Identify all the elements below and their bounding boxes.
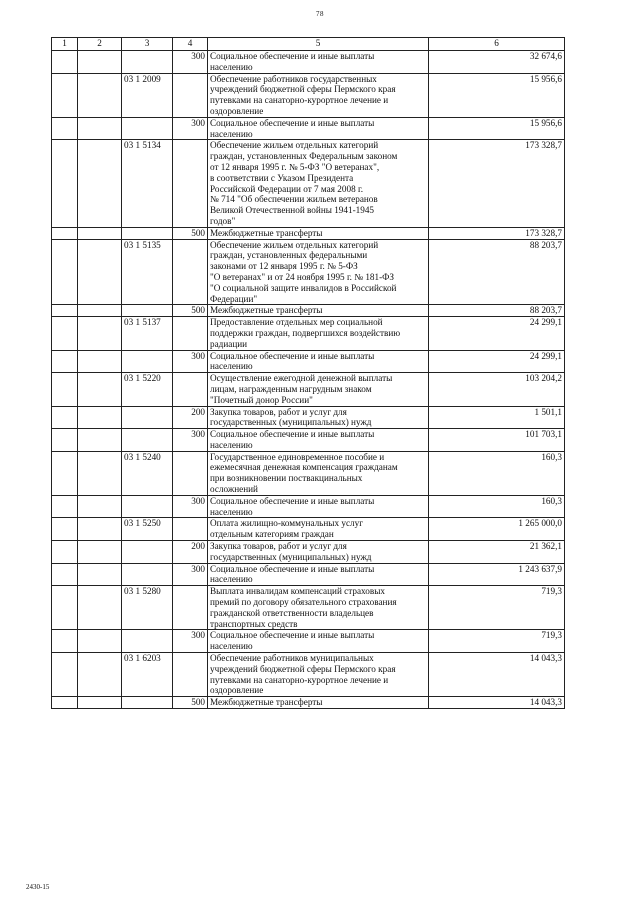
cell-description: Межбюджетные трансферты [208,227,429,239]
cell-description: Обеспечение работников муниципальных учреждений бюджетной сферы Пермского края путевками на санаторно-курортное лечение и оздоровление [208,653,429,697]
cell-description: Межбюджетные трансферты [208,697,429,709]
cell-description: Межбюджетные трансферты [208,305,429,317]
table-row [52,630,565,653]
cell-subsection [78,563,122,586]
cell-amount: 24 299,1 [429,350,565,373]
cell-subsection [78,429,122,452]
cell-description: Социальное обеспечение и иные выплаты населению [208,429,429,452]
table-row [52,451,565,495]
cell-section [52,518,78,541]
cell-target-article [122,227,173,239]
cell-section [52,541,78,564]
table-row [52,495,565,518]
cell-amount: 15 956,6 [429,117,565,140]
table-row [52,541,565,564]
cell-subsection [78,305,122,317]
cell-expense-type: 300 [173,563,208,586]
cell-expense-type [173,140,208,227]
cell-subsection [78,697,122,709]
cell-target-article: 03 1 5137 [122,317,173,350]
cell-amount: 24 299,1 [429,317,565,350]
cell-expense-type: 300 [173,51,208,74]
table-row [52,406,565,429]
cell-expense-type: 200 [173,541,208,564]
cell-target-article [122,51,173,74]
cell-target-article [122,117,173,140]
cell-expense-type: 300 [173,429,208,452]
cell-section [52,563,78,586]
cell-section [52,495,78,518]
cell-amount: 88 203,7 [429,305,565,317]
cell-section [52,406,78,429]
cell-subsection [78,373,122,406]
cell-subsection [78,73,122,117]
cell-amount: 88 203,7 [429,239,565,305]
cell-section [52,117,78,140]
cell-target-article: 03 1 5280 [122,586,173,630]
cell-amount: 103 204,2 [429,373,565,406]
cell-subsection [78,317,122,350]
cell-subsection [78,541,122,564]
cell-expense-type [173,373,208,406]
cell-amount: 719,3 [429,630,565,653]
table-row [52,373,565,406]
cell-description: Социальное обеспечение и иные выплаты населению [208,51,429,74]
cell-subsection [78,630,122,653]
cell-subsection [78,518,122,541]
cell-description: Обеспечение жильем отдельных категорий граждан, установленных Федеральным законом от 12 января 1995 г. № 5-ФЗ "О ветеранах", в соответствии с Указом Президента Российской Федерации от 7 мая 2008 г. № 714 "Об обеспечении жильем ветеранов Великой Отечественной войны 1941-1945 годов" [208,140,429,227]
cell-target-article [122,495,173,518]
table-row [52,586,565,630]
cell-description: Осуществление ежегодной денежной выплаты лицам, награжденным нагрудным знаком "Почетный донор России" [208,373,429,406]
column-header: 1 [52,38,78,51]
table-row [52,653,565,697]
table-header-row [52,38,565,51]
cell-expense-type: 300 [173,350,208,373]
cell-subsection [78,653,122,697]
cell-target-article [122,630,173,653]
table-row [52,51,565,74]
table-row [52,140,565,227]
document-code: 2430-15 [26,883,50,891]
cell-expense-type: 200 [173,406,208,429]
cell-expense-type [173,239,208,305]
cell-target-article [122,541,173,564]
cell-section [52,630,78,653]
cell-description: Государственное единовременное пособие и ежемесячная денежная компенсация гражданам при возникновении поствакцинальных осложнений [208,451,429,495]
cell-expense-type: 300 [173,117,208,140]
table-body [52,51,565,709]
cell-subsection [78,406,122,429]
cell-subsection [78,451,122,495]
cell-amount: 173 328,7 [429,140,565,227]
cell-amount: 101 703,1 [429,429,565,452]
cell-description: Обеспечение работников государственных учреждений бюджетной сферы Пермского края путевками на санаторно-курортное лечение и оздоровление [208,73,429,117]
cell-target-article: 03 1 5135 [122,239,173,305]
cell-target-article [122,429,173,452]
cell-description: Социальное обеспечение и иные выплаты населению [208,117,429,140]
cell-amount: 14 043,3 [429,653,565,697]
cell-target-article: 03 1 5220 [122,373,173,406]
table-row [52,73,565,117]
table-row [52,518,565,541]
cell-description: Социальное обеспечение и иные выплаты населению [208,495,429,518]
cell-target-article: 03 1 2009 [122,73,173,117]
cell-target-article: 03 1 6203 [122,653,173,697]
cell-expense-type: 500 [173,697,208,709]
column-header: 2 [78,38,122,51]
cell-amount: 160,3 [429,451,565,495]
cell-expense-type [173,653,208,697]
cell-target-article: 03 1 5134 [122,140,173,227]
cell-amount: 1 243 637,9 [429,563,565,586]
cell-description: Обеспечение жильем отдельных категорий граждан, установленных федеральными законами от 12 января 1995 г. № 5-ФЗ "О ветеранах" и от 24 ноября 1995 г. № 181-ФЗ "О социальной защите инвалидов в Российской Федерации" [208,239,429,305]
cell-target-article [122,697,173,709]
cell-target-article: 03 1 5250 [122,518,173,541]
cell-description: Закупка товаров, работ и услуг для государственных (муниципальных) нужд [208,406,429,429]
cell-section [52,239,78,305]
table-row [52,305,565,317]
table-row [52,239,565,305]
table-row [52,563,565,586]
cell-section [52,305,78,317]
cell-subsection [78,51,122,74]
cell-target-article [122,563,173,586]
cell-subsection [78,227,122,239]
cell-subsection [78,586,122,630]
cell-expense-type [173,586,208,630]
cell-target-article [122,406,173,429]
cell-target-article: 03 1 5240 [122,451,173,495]
cell-amount: 719,3 [429,586,565,630]
cell-subsection [78,117,122,140]
cell-amount: 32 674,6 [429,51,565,74]
table-row [52,350,565,373]
column-header: 4 [173,38,208,51]
cell-expense-type: 300 [173,630,208,653]
table-row [52,697,565,709]
cell-description: Оплата жилищно-коммунальных услуг отдельным категориям граждан [208,518,429,541]
cell-amount: 21 362,1 [429,541,565,564]
table-row [52,429,565,452]
page-number: 78 [316,10,324,18]
table-row [52,227,565,239]
column-header: 6 [429,38,565,51]
cell-expense-type [173,518,208,541]
cell-amount: 1 501,1 [429,406,565,429]
budget-table [51,37,565,709]
cell-amount: 1 265 000,0 [429,518,565,541]
cell-expense-type: 500 [173,227,208,239]
cell-section [52,586,78,630]
cell-subsection [78,495,122,518]
cell-section [52,227,78,239]
cell-target-article [122,305,173,317]
cell-expense-type: 300 [173,495,208,518]
cell-subsection [78,350,122,373]
cell-expense-type [173,73,208,117]
cell-section [52,317,78,350]
cell-amount: 15 956,6 [429,73,565,117]
cell-description: Социальное обеспечение и иные выплаты населению [208,630,429,653]
cell-section [52,429,78,452]
cell-section [52,373,78,406]
cell-section [52,51,78,74]
cell-expense-type [173,451,208,495]
cell-description: Социальное обеспечение и иные выплаты населению [208,350,429,373]
cell-expense-type [173,317,208,350]
cell-subsection [78,239,122,305]
cell-amount: 14 043,3 [429,697,565,709]
cell-amount: 173 328,7 [429,227,565,239]
cell-description: Предоставление отдельных мер социальной поддержки граждан, подвергшихся воздействию радиации [208,317,429,350]
cell-amount: 160,3 [429,495,565,518]
table-row [52,117,565,140]
cell-section [52,140,78,227]
column-header: 5 [208,38,429,51]
cell-section [52,697,78,709]
cell-section [52,653,78,697]
cell-target-article [122,350,173,373]
table-row [52,317,565,350]
column-header: 3 [122,38,173,51]
cell-description: Закупка товаров, работ и услуг для государственных (муниципальных) нужд [208,541,429,564]
cell-description: Выплата инвалидам компенсаций страховых премий по договору обязательного страхования гражданской ответственности владельцев транспортных средств [208,586,429,630]
cell-section [52,451,78,495]
cell-subsection [78,140,122,227]
cell-description: Социальное обеспечение и иные выплаты населению [208,563,429,586]
cell-expense-type: 500 [173,305,208,317]
cell-section [52,73,78,117]
cell-section [52,350,78,373]
